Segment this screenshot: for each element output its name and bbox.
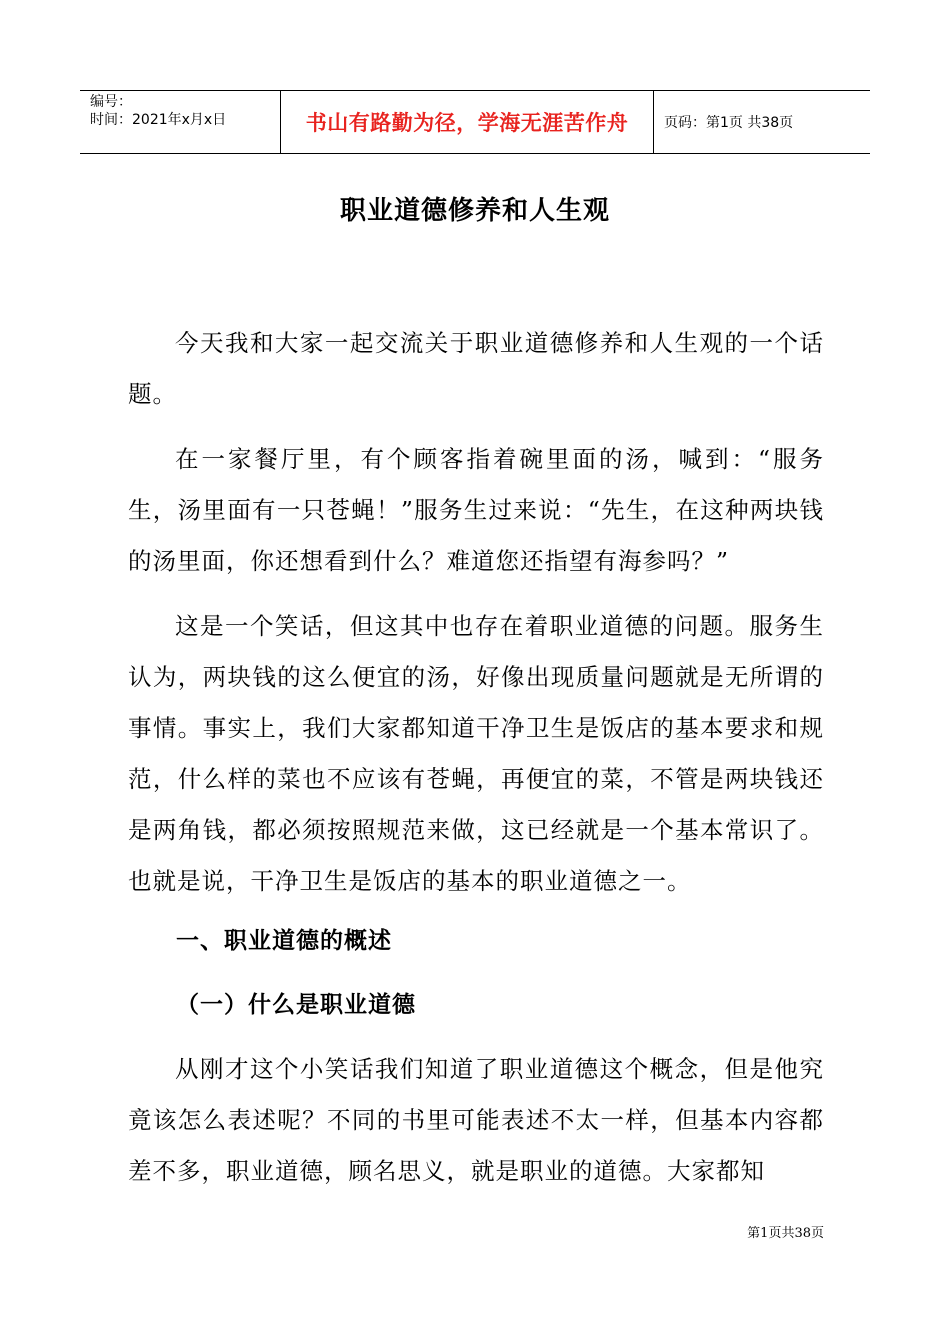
page-footer: 第1页共38页 [747, 1226, 824, 1241]
subsection-heading: （一）什么是职业道德 [176, 992, 416, 1018]
number-label: 编号： [90, 94, 132, 110]
paragraph: 从刚才这个小笑话我们知道了职业道德这个概念，但是他究竟该怎么表述呢？不同的书里可能表述不太一样，但基本内容都差不多，职业道德，顾名思义，就是职业的道德。大家都知 [128, 1055, 824, 1185]
header-motto: 书山有路勤为径，学海无涯苦作舟 [281, 91, 654, 153]
paragraph: 在一家餐厅里，有个顾客指着碗里面的汤，喊到：“服务生，汤里面有一只苍蝇！”服务生过来说：“先生，在这种两块钱的汤里面，你还想看到什么？难道您还指望有海参吗？” [128, 445, 824, 575]
body-section-1 [128, 318, 824, 907]
section-heading: 一、职业道德的概述 [176, 928, 392, 954]
body-section-2 [128, 1044, 824, 1197]
time-label: 时间：2021年x月x日 [90, 112, 227, 128]
paragraph: 今天我和大家一起交流关于职业道德修养和人生观的一个话题。 [128, 329, 824, 408]
header-page-info: 页码：第1页 共38页 [664, 115, 794, 131]
document-header [80, 90, 870, 154]
paragraph: 这是一个笑话，但这其中也存在着职业道德的问题。服务生认为，两块钱的这么便宜的汤，好像出现质量问题就是无所谓的事情。事实上，我们大家都知道干净卫生是饭店的基本要求和规范，什么样的菜也不应该有苍蝇，再便宜的菜，不管是两块钱还是两角钱，都必须按照规范来做，这已经就是一个基本常识了。也就是说，干净卫生是饭店的基本的职业道德之一。 [128, 612, 824, 895]
header-meta [80, 91, 281, 153]
document-title: 职业道德修养和人生观 [339, 196, 610, 226]
